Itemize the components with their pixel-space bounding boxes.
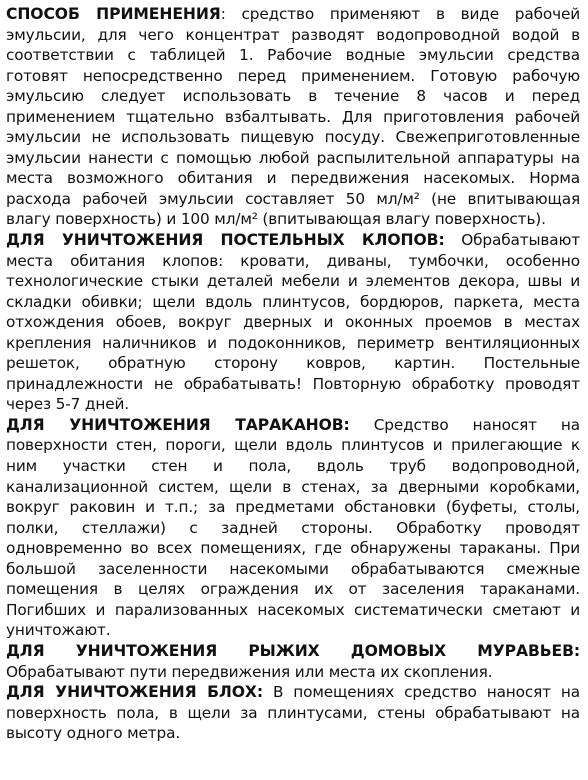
- section-application-method: [6, 4, 580, 230]
- section-ants: [6, 641, 580, 682]
- section-bed-bugs: [6, 230, 580, 415]
- section-text: Обрабатывают пути передвижения или места их скопления.: [6, 662, 493, 681]
- section-heading: ДЛЯ УНИЧТОЖЕНИЯ ТАРАКАНОВ:: [6, 415, 350, 434]
- section-heading: ДЛЯ УНИЧТОЖЕНИЯ ПОСТЕЛЬНЫХ КЛОПОВ:: [6, 231, 445, 250]
- section-text: Средство наносят на поверхности стен, пороги, щели вдоль плинтусов и прилегающие к ним участки стен и пола, вдоль труб водопроводной, канализационной систем, щели в стенах, за дверными коробками, вокруг раковин и т.п.; за предметами обстановки (буфеты, столы, полки, стеллажи) с задней стороны. Обработку проводят одновременно во всех помещениях, где обнаружены тараканы. При большой заселенности насекомыми обрабатываются смежные помещения в целях ограждения их от заселения тараканами. Погибших и парализованных насекомых систематически сметают и уничтожают.: [6, 415, 581, 640]
- section-text: Обрабатывают места обитания клопов: кровати, диваны, тумбочки, особенно технологические стыки деталей мебели и элементов декора, швы и складки обивки; щели вдоль плинтусов, бордюров, паркета, места отхождения обоев, вокруг дверных и оконных проемов в местах крепления наличников и подоконников, периметр вентиляционных решеток, обратную сторону ковров, картин. Постельные принадлежности не обрабатывать! Повторную обработку проводят через 5-7 дней.: [6, 231, 580, 414]
- section-text: : средство применяют в виде рабочей эмульсии, для чего концентрат разводят водопроводной водой в соответствии с таблицей 1. Рабочие водные эмульсии средства готовят непосредственно перед применением. Готовую рабочую эмульсию следует использовать в течение 8 часов и перед применением тщательно взбалтывать. Для приготовления рабочей эмульсии не использовать пищевую посуду. Свежеприготовленные эмульсии нанести с помощью любой распылительной аппаратуры на места возможного обитания и передвижения насекомых. Норма расхода рабочей эмульсии составляет 50 мл/м² (не впитывающая влагу поверхность) и 100 мл/м² (впитывающая влагу поверхность).: [6, 5, 581, 229]
- section-heading: ДЛЯ УНИЧТОЖЕНИЯ РЫЖИХ ДОМОВЫХ МУРАВЬЕВ:: [6, 641, 580, 660]
- section-heading: СПОСОБ ПРИМЕНЕНИЯ: [6, 5, 221, 23]
- section-cockroaches: [6, 415, 580, 641]
- section-heading: ДЛЯ УНИЧТОЖЕНИЯ БЛОХ:: [6, 683, 263, 702]
- section-text: В помещениях средство наносят на поверхность пола, в щели за плинтусами, стены обрабатывают на высоту одного метра.: [6, 683, 580, 743]
- instructions-document: [6, 4, 580, 744]
- section-fleas: [6, 682, 580, 744]
